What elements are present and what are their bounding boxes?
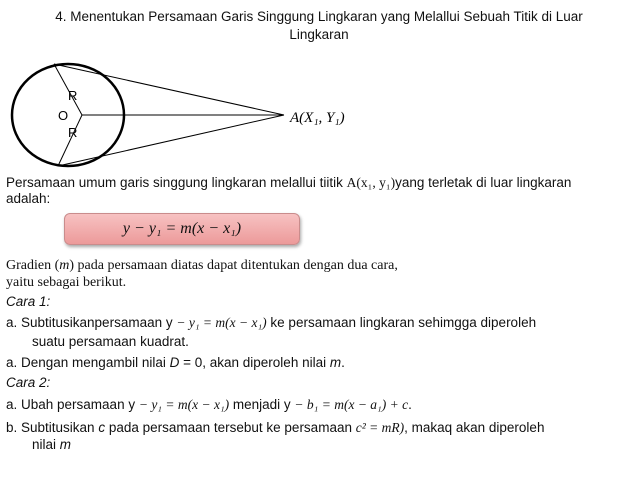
cara2-item-a: a. Ubah persamaan y − y₁ = m(x − x₁) menjadi y − b₁ = m(x − a₁) + c. (6, 397, 412, 412)
gradient-line-2: yaitu sebagai berikut. (6, 275, 127, 290)
point-label: A(X₁, Y₁) (290, 110, 345, 126)
cara2-item-b: b. Subtitusikan c pada persamaan tersebut ke persamaan c² = mR), makaq akan diperoleh (6, 420, 545, 435)
cara1-item-a-cont: suatu persamaan kuadrat. (32, 334, 189, 349)
title-line-2: Lingkaran (289, 27, 349, 42)
intro-point: A(x₁, y₁) (346, 175, 396, 190)
cara1-item-a: a. Subtitusikanpersamaan y − y₁ = m(x − x₁) ke persamaan lingkaran sehimgga diperoleh (6, 315, 537, 330)
center-label: O (58, 108, 69, 123)
cara1-heading: Cara 1: (6, 294, 51, 309)
tangent-line-top (54, 64, 284, 115)
main-equation-box (64, 213, 300, 245)
title-line-1: 4. Menentukan Persamaan Garis Singgung Lingkaran yang Melallui Sebuah Titik di Luar (55, 9, 583, 24)
radius-label-bottom: R (68, 125, 78, 140)
intro-line-2: adalah: (6, 191, 51, 206)
radius-label-top: R (68, 88, 78, 103)
main-equation: y − y₁ = m(x − x₁) (122, 220, 242, 237)
cara2-item-b-cont: nilai m (32, 437, 72, 452)
gradient-line-1: Gradien (m) pada persamaan diatas dapat ditentukan dengan dua cara, (6, 258, 398, 273)
cara1-item-b: a. Dengan mengambil nilai D = 0, akan diperoleh nilai m. (6, 355, 345, 370)
cara2-heading: Cara 2: (6, 375, 51, 390)
intro-line-1: Persamaan umum garis singgung lingkaran melallui tiitik A(x₁, y₁)yang terletak di luar lingkaran (6, 175, 572, 190)
tangent-line-bottom (58, 115, 284, 166)
